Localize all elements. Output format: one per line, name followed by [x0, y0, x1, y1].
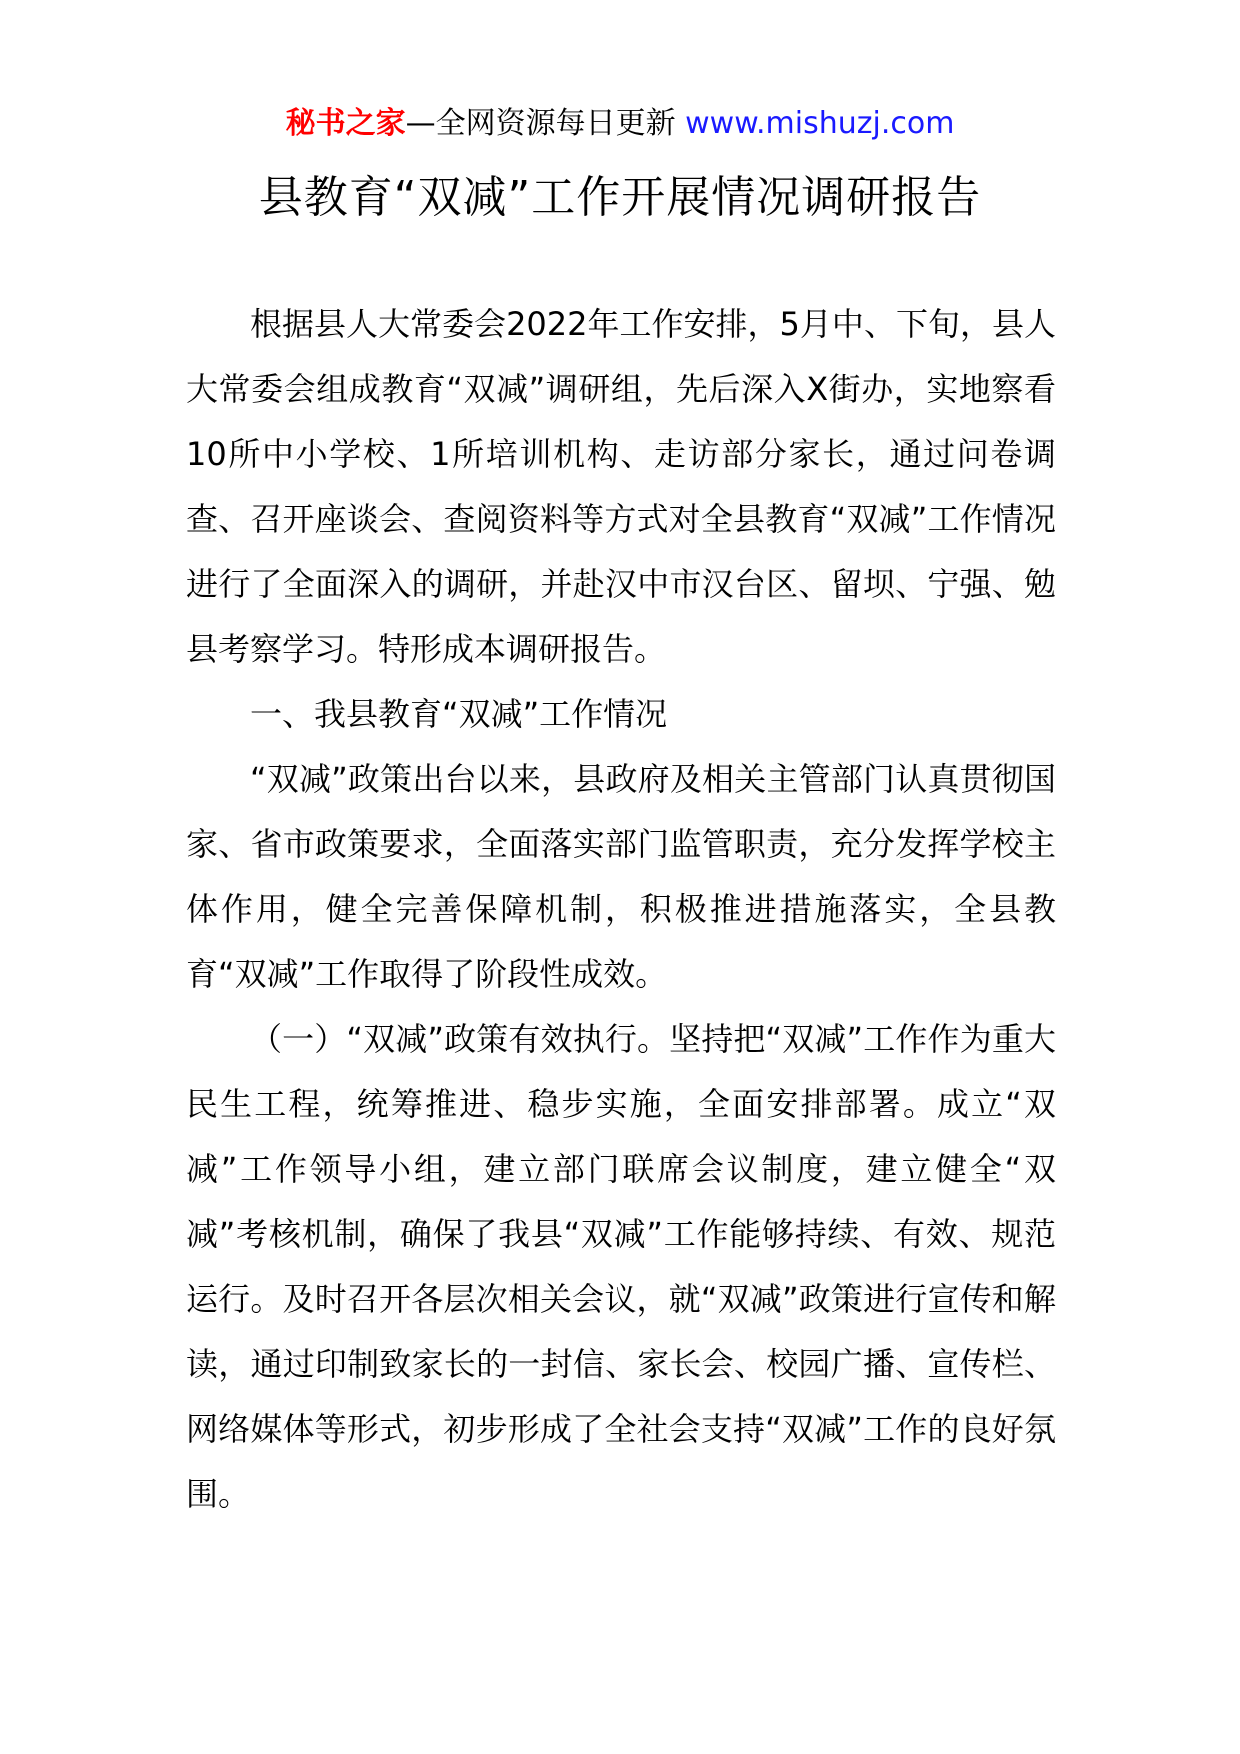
site-url[interactable]: www.mishuzj.com [685, 106, 955, 141]
site-header [0, 102, 1240, 146]
paragraph-subsection-1: （一）“双减”政策有效执行。坚持把“双减”工作作为重大民生工程，统筹推进、稳步实施，全面安排部署。成立“双减”工作领导小组，建立部门联席会议制度，建立健全“双减”考核机制，确保了我县“双减”工作能够持续、有效、规范运行。及时召开各层次相关会议，就“双减”政策进行宣传和解读，通过印制致家长的一封信、家长会、校园广播、宣传栏、网络媒体等形式，初步形成了全社会支持“双减”工作的良好氛围。 [186, 1020, 1056, 1513]
site-tagline: —全网资源每日更新 [405, 106, 686, 141]
paragraph-intro: 根据县人大常委会2022年工作安排，5月中、下旬，县人大常委会组成教育“双减”调研组，先后深入X街办，实地察看10所中小学校、1所培训机构、走访部分家长，通过问卷调查、召开座谈会、查阅资料等方式对全县教育“双减”工作情况进行了全面深入的调研，并赴汉中市汉台区、留坝、宁强、勉县考察学习。特形成本调研报告。 [186, 305, 1056, 668]
site-brand: 秘书之家 [285, 106, 406, 141]
document-title: 县教育“双减”工作开展情况调研报告 [258, 172, 982, 223]
paragraph-overview: “双减”政策出台以来，县政府及相关主管部门认真贯彻国家、省市政策要求，全面落实部门监管职责，充分发挥学校主体作用，健全完善保障机制，积极推进措施落实，全县教育“双减”工作取得了阶段性成效。 [186, 760, 1056, 993]
document-body [186, 292, 1056, 1527]
section-heading-1: 一、我县教育“双减”工作情况 [250, 695, 668, 733]
